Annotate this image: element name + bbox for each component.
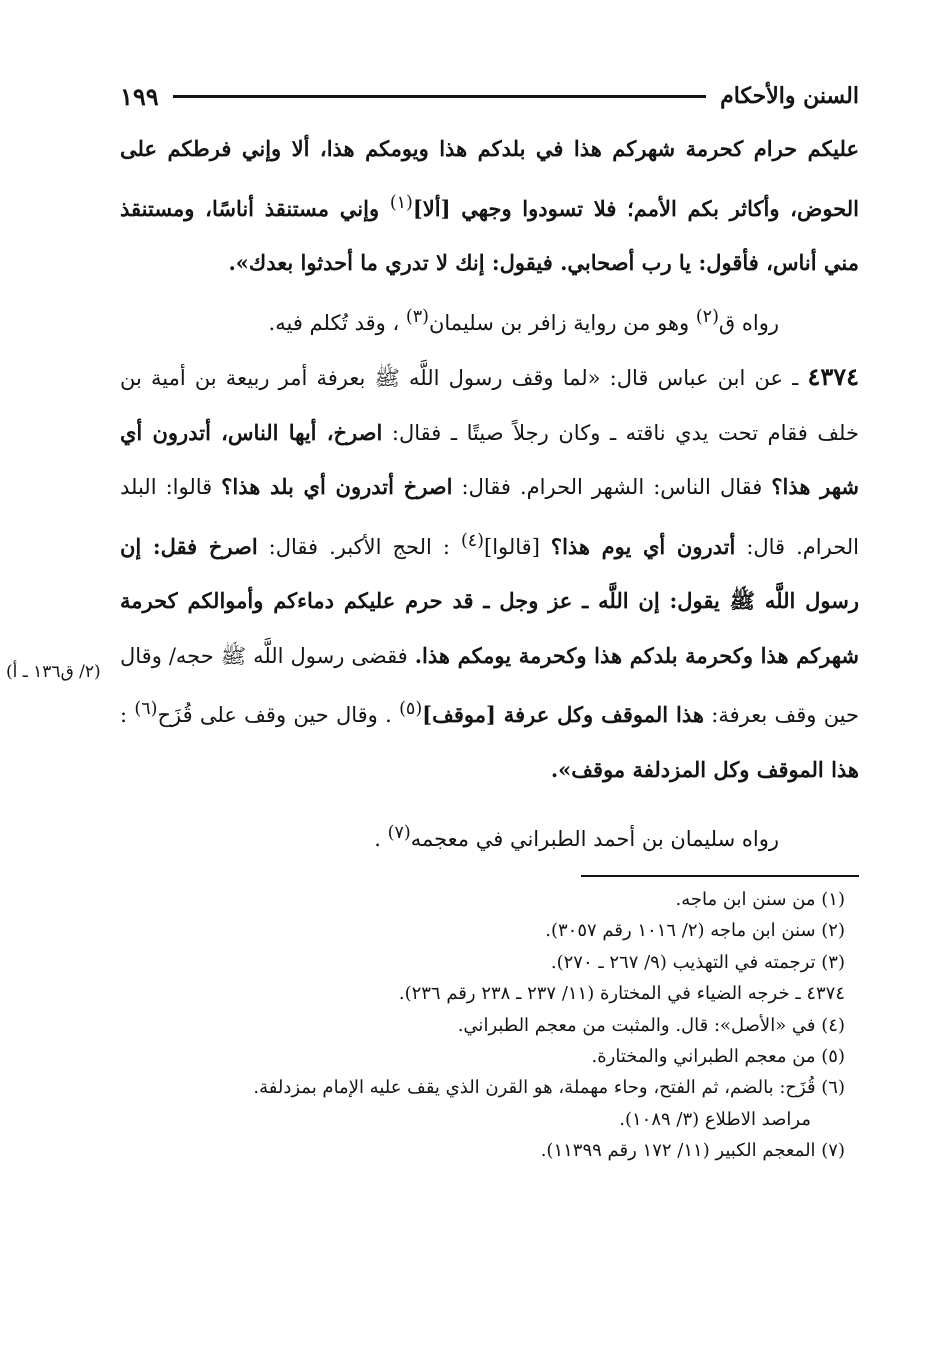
header-rule (173, 95, 706, 98)
footnote-separator (581, 875, 859, 877)
hadith-text: هذا الموقف وكل عرفة [موقف] (422, 702, 704, 727)
footnote-ref: (٥) (399, 699, 423, 719)
narration-text: : (120, 703, 135, 727)
narration-text: قالوا: البلد الحرام. قال: (120, 475, 859, 559)
footnote-ref: (٢) (695, 306, 719, 327)
footnote-item: (٤) في «الأصل»: قال. والمثبت من معجم الطبراني. (457, 1014, 845, 1036)
narration-text: فقضى رسول اللَّه ﷺ حجه/ وقال حين وقف بعرفة: (120, 643, 860, 727)
source-note (120, 807, 859, 867)
footnote-item: (٥) من معجم الطبراني والمختارة. (591, 1046, 845, 1068)
source-note (120, 291, 859, 351)
hadith-text: عليكم حرام كحرمة شهركم هذا في بلدكم هذا ويومكم هذا، ألا وإني فرطكم على الحوض، وأكاثر بكم الأمم؛ فلا تسودوا وجهي [ألا] (120, 136, 859, 221)
hadith-text: هذا الموقف وكل المزدلفة موقف». (550, 756, 859, 782)
margin-manuscript-ref: (٢/ ق١٣٦ ـ أ) (6, 662, 101, 682)
footnotes (110, 884, 845, 1167)
hadith-text: اصرخ، أيها الناس، أتدرون أي شهر هذا؟ (120, 419, 859, 499)
footnote-item: (٣) ترجمته في التهذيب (٩/ ٢٦٧ ـ ٢٧٠). (550, 951, 845, 973)
narration-text: . وقال حين وقف على قُزَح (157, 703, 400, 727)
source-text: رواه ق (718, 310, 779, 335)
hadith-text: اصرخ فقل: إن رسول اللَّه ﷺ يقول: إن اللَّه ـ عز وجل ـ قد حرم عليكم دماءكم وأموالكم كحرمة شهركم هذا وكحرمة بلدكم هذا وكحرمة يومكم هذا. (120, 533, 859, 668)
footnote-ref: (٦) (134, 699, 158, 719)
source-text: . (374, 827, 388, 851)
footnote-ref: (١) (389, 192, 413, 213)
hadith-4374 (120, 350, 859, 797)
narration-text: ـ عن ابن عباس قال: «لما وقف رسول اللَّه ﷺ بعرفة أمر ربيعة بن أمية بن خلف فقام تحت يدي ناقته ـ وكان رجلاً صيتًا ـ فقال: (120, 366, 859, 445)
footnote-item: (٦) قُزَح: بالضم، ثم الفتح، وحاء مهملة، هو القرن الذي يقف عليه الإمام بمزدلفة. (253, 1077, 845, 1099)
footnote-item: (٢) سنن ابن ماجه (٢/ ١٠١٦ رقم ٣٠٥٧). (545, 920, 845, 942)
footnote-ref: (٤) (460, 530, 484, 551)
source-text: رواه سليمان بن أحمد الطبراني في معجمه (410, 827, 779, 851)
source-text: ، وقد تُكلم فيه. (268, 310, 406, 335)
hadith-text: أتدرون أي يوم هذا؟ (550, 533, 736, 559)
hadith-text: وإني مستنقذ أناسًا، ومستنقذ مني أناس، فأقول: يا رب أصحابي. فيقول: إنك لا تدري ما أحدثوا بعدك». (120, 195, 859, 275)
narration-text: : الحج الأكبر. فقال: (257, 534, 461, 559)
running-title: السنن والأحكام (720, 83, 859, 109)
hadith-continuation (120, 122, 859, 291)
page-header (120, 78, 859, 114)
narration-text: فقال الناس: الشهر الحرام. فقال: (452, 475, 772, 499)
footnote-ref: (٧) (387, 823, 411, 843)
hadith-text: اصرخ أتدرون أي بلد هذا؟ (221, 474, 453, 499)
hadith-number: ٤٣٧٤ (807, 362, 859, 391)
footnote-ref: (٣) (405, 306, 429, 327)
footnote-continuation: مراصد الاطلاع (٣/ ١٠٨٩). (619, 1108, 811, 1130)
footnote-item: ٤٣٧٤ ـ خرجه الضياء في المختارة (١١/ ٢٣٧ ـ ٢٣٨ رقم ٢٣٦). (398, 983, 845, 1005)
narration-text: [قالوا] (484, 534, 551, 559)
footnote-item: (٧) المعجم الكبير (١١/ ١٧٢ رقم ١١٣٩٩). (540, 1140, 845, 1162)
page-number: ١٩٩ (120, 81, 159, 111)
footnote-item: (١) من سنن ابن ماجه. (675, 889, 845, 910)
source-text: وهو من رواية زافر بن سليمان (428, 310, 696, 335)
main-text (120, 122, 859, 867)
